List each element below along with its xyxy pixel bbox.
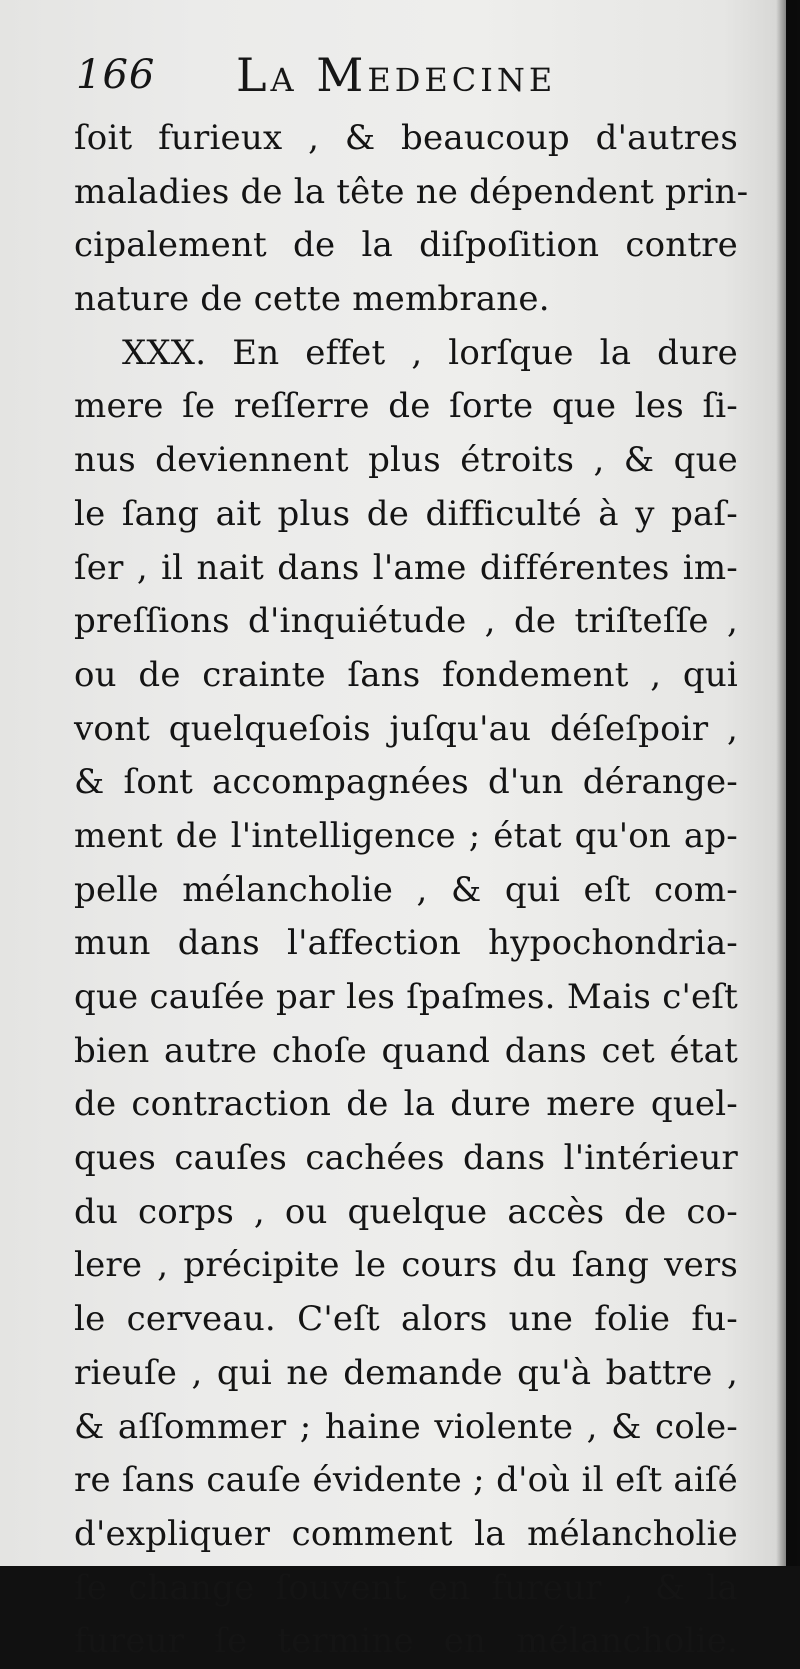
text-line: rieuſe , qui ne demande qu'à battre , — [74, 1352, 738, 1393]
running-title: La Medecine — [236, 48, 557, 102]
page-edge-shadow — [776, 0, 800, 1566]
text-line: du corps , ou quelque accès de co- — [74, 1191, 738, 1232]
text-line: & ſont accompagnées d'un dérange- — [74, 762, 738, 803]
text-line: ſe change ſouvent en fureur , & la — [74, 1567, 738, 1608]
text-line: nature de cette membrane. — [74, 279, 550, 320]
text-line: cipalement de la diſpoſition contre — [74, 225, 738, 266]
body-text — [74, 112, 749, 1669]
text-line: maladies de la tête ne dépendent prin- — [74, 171, 749, 212]
text-line: & aſſommer ; haine violente , & cole- — [74, 1406, 738, 1447]
text-line: nus deviennent plus étroits , & que — [74, 440, 738, 481]
text-line: ſer , il nait dans l'ame différentes im- — [74, 547, 738, 588]
page-header — [76, 44, 756, 114]
text-line: vont quelqueſois juſqu'au déſeſpoir , — [74, 708, 738, 749]
text-line: mun dans l'affection hypochondria- — [74, 923, 738, 964]
section-xxx-first-line: XXX. En effet , lorſque la dure — [122, 332, 738, 373]
text-line: bien autre choſe quand dans cet état — [74, 1030, 738, 1071]
text-line: mere ſe reſſerre de ſorte que les ſi- — [74, 386, 738, 427]
text-line: ſoit furieux , & beaucoup d'autres — [74, 118, 738, 158]
text-line: de contraction de la dure mere quel- — [74, 1084, 738, 1125]
text-line: le cerveau. C'eſt alors une folie fu- — [74, 1299, 738, 1340]
text-line: ou de crainte ſans fondement , qui — [74, 654, 738, 695]
page-number: 166 — [76, 52, 156, 98]
text-line: ment de l'intelligence ; état qu'on ap- — [74, 815, 738, 856]
text-line: pelle mélancholie , & qui eſt com- — [74, 869, 738, 910]
text-line: re ſans cauſe évidente ; d'où il eſt aiſé — [74, 1460, 738, 1501]
text-line: fureur ſe termine en mélancholie. — [74, 1621, 738, 1662]
text-line: le ſang ait plus de difficulté à y paſ- — [74, 493, 738, 534]
text-line: preſſions d'inquiétude , de triſteſſe , — [74, 601, 738, 642]
text-line: que cauſée par les ſpaſmes. Mais c'eſt — [74, 977, 738, 1017]
text-line: lere , précipite le cours du ſang vers — [74, 1245, 738, 1286]
text-line: ques cauſes cachées dans l'intérieur — [74, 1138, 738, 1179]
text-line: d'expliquer comment la mélancholie — [74, 1513, 738, 1554]
